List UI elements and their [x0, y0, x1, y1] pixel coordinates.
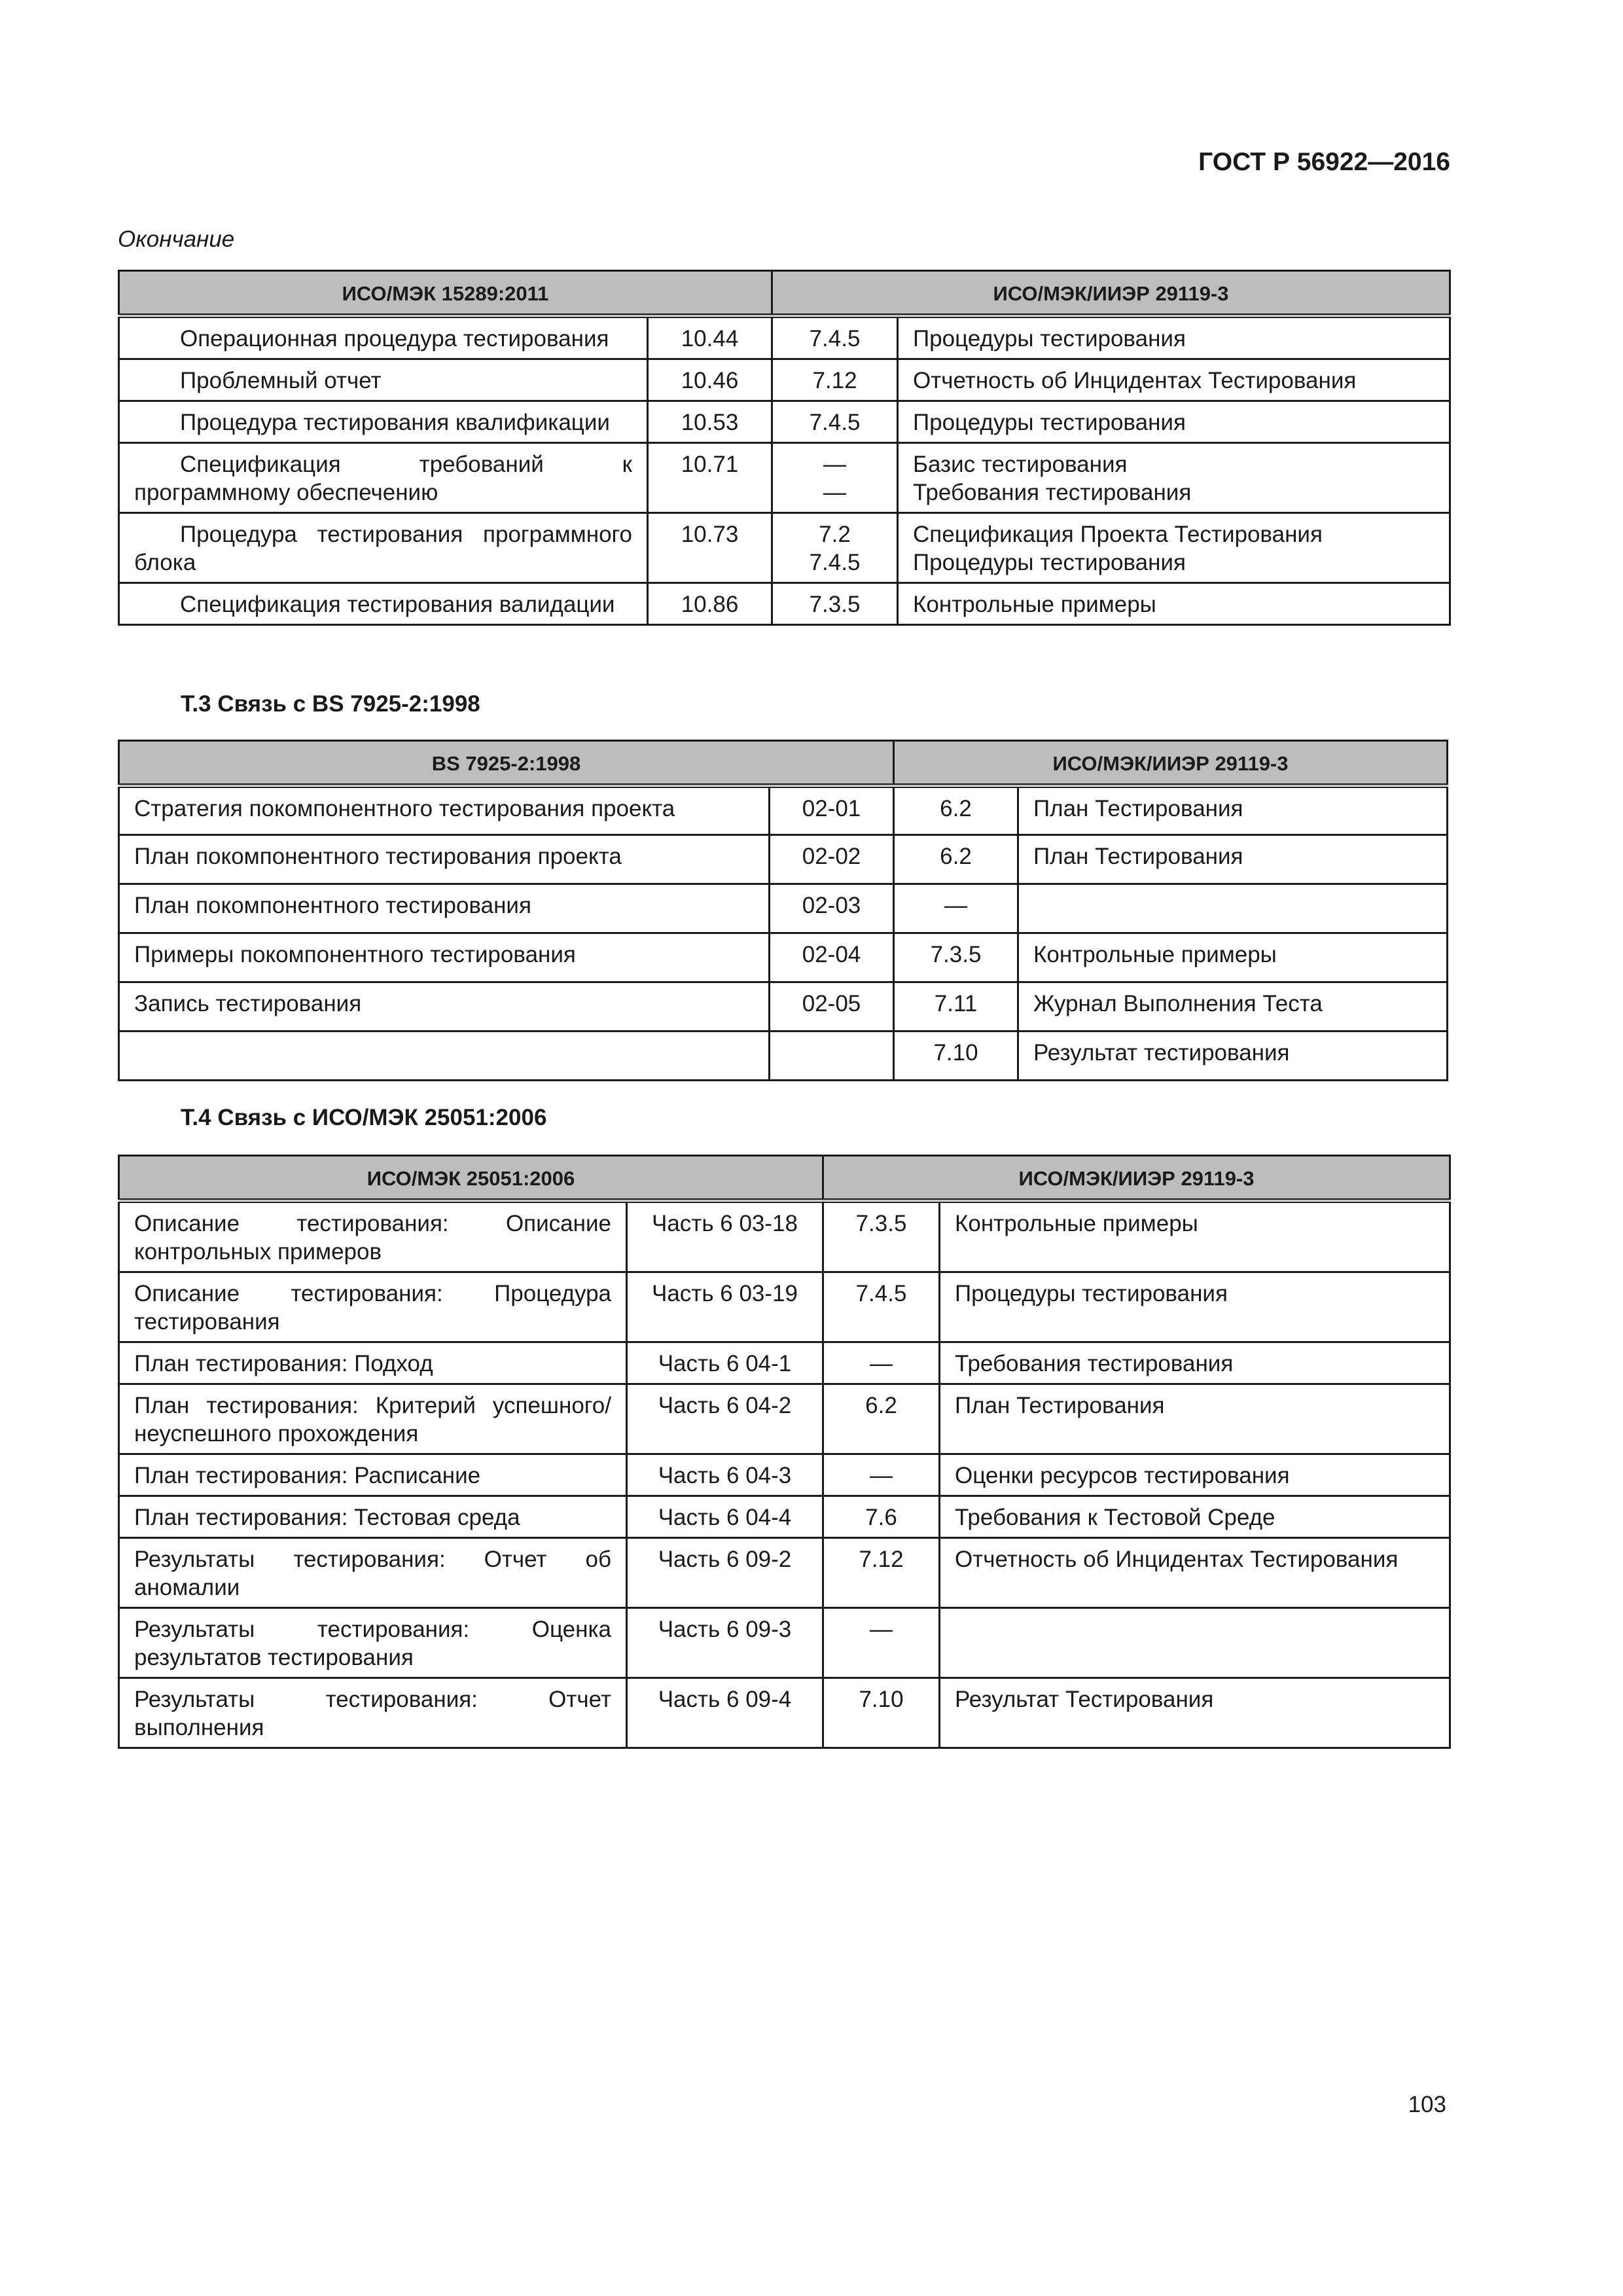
table-row — [119, 1608, 1450, 1678]
item-number-cell: 02-04 — [770, 933, 894, 982]
table-row — [119, 583, 1450, 625]
section-title-t3: Т.3 Связь с BS 7925-2:1998 — [181, 691, 480, 717]
clause-cell-line: — — [823, 480, 846, 505]
clause-title-cell-line: Процедуры тестирования — [913, 326, 1186, 351]
item-number-cell: 02-03 — [770, 884, 894, 933]
clause-cell: 7.4.5 — [823, 1272, 940, 1342]
item-number-cell: 10.44 — [648, 316, 772, 359]
clause-title-cell-line: Базис тестирования — [913, 452, 1128, 477]
table-row — [119, 1496, 1450, 1538]
item-number-cell: Часть 6 04-2 — [627, 1384, 823, 1454]
document-name-cell: Процедура тестирования программного блока — [119, 513, 648, 583]
clause-title-cell: Требования тестирования — [940, 1342, 1450, 1384]
clause-cell-line: 7.4.5 — [809, 550, 861, 575]
document-name-cell: Описание тестирования: Процедура тестирования — [119, 1272, 627, 1342]
column-header-right: ИСО/МЭК/ИИЭР 29119-3 — [823, 1156, 1450, 1201]
document-name-cell: Результаты тестирования: Отчет об аномалии — [119, 1538, 627, 1608]
clause-cell: 6.2 — [823, 1384, 940, 1454]
document-name-cell: Процедура тестирования квалификации — [119, 401, 648, 443]
table-row — [119, 513, 1450, 583]
document-name-cell — [119, 1031, 770, 1081]
document-name-cell: Результаты тестирования: Оценка результатов тестирования — [119, 1608, 627, 1678]
item-number-cell — [770, 1031, 894, 1081]
document-name-cell: Спецификация тестирования валидации — [119, 583, 648, 625]
document-name-cell: План тестирования: Расписание — [119, 1454, 627, 1496]
table-row — [119, 1538, 1450, 1608]
clause-title-cell — [898, 513, 1450, 583]
clause-title-cell — [898, 443, 1450, 513]
clause-title-cell — [940, 1608, 1450, 1678]
clause-title-cell-line: Контрольные примеры — [913, 592, 1156, 617]
item-number-cell: 10.86 — [648, 583, 772, 625]
document-name-cell: План покомпонентного тестирования проекта — [119, 835, 770, 884]
document-name-cell: Запись тестирования — [119, 982, 770, 1031]
clause-cell — [772, 401, 898, 443]
document-name-cell: План покомпонентного тестирования — [119, 884, 770, 933]
item-number-cell: 10.73 — [648, 513, 772, 583]
clause-cell — [772, 513, 898, 583]
item-number-cell: 10.53 — [648, 401, 772, 443]
table-row — [119, 1342, 1450, 1384]
item-number-cell: 10.71 — [648, 443, 772, 513]
document-name-cell: План тестирования: Тестовая среда — [119, 1496, 627, 1538]
table-row — [119, 884, 1448, 933]
document-name-cell: План тестирования: Подход — [119, 1342, 627, 1384]
clause-title-cell-line: Процедуры тестирования — [913, 550, 1186, 575]
document-name-cell: Проблемный отчет — [119, 359, 648, 401]
clause-cell — [772, 583, 898, 625]
clause-cell-line: — — [823, 452, 846, 477]
clause-cell: — — [894, 884, 1018, 933]
clause-cell-line: 7.4.5 — [809, 326, 861, 351]
document-name-cell: Спецификация требований к программному обеспечению — [119, 443, 648, 513]
clause-title-cell — [898, 583, 1450, 625]
clause-title-cell: Результат Тестирования — [940, 1678, 1450, 1748]
table-header-row — [119, 1156, 1450, 1201]
clause-title-cell: Контрольные примеры — [940, 1201, 1450, 1272]
table-row — [119, 1272, 1450, 1342]
table-row — [119, 359, 1450, 401]
item-number-cell: 02-01 — [770, 786, 894, 835]
item-number-cell: 02-02 — [770, 835, 894, 884]
table-header-row — [119, 741, 1448, 786]
column-header-left: BS 7925-2:1998 — [119, 741, 894, 786]
clause-title-cell: План Тестирования — [1018, 835, 1448, 884]
mapping-table-15289 — [118, 270, 1451, 626]
document-code: ГОСТ Р 56922—2016 — [1198, 148, 1450, 176]
clause-cell: — — [823, 1342, 940, 1384]
document-name-cell: План тестирования: Критерий успешного/неуспешного прохождения — [119, 1384, 627, 1454]
mapping-table-25051 — [118, 1155, 1451, 1749]
document-name-cell: Результаты тестирования: Отчет выполнения — [119, 1678, 627, 1748]
clause-title-cell — [898, 359, 1450, 401]
table-row — [119, 316, 1450, 359]
clause-title-cell: Контрольные примеры — [1018, 933, 1448, 982]
clause-title-cell — [1018, 884, 1448, 933]
clause-cell-line: 7.4.5 — [809, 410, 861, 435]
clause-title-cell: Отчетность об Инцидентах Тестирования — [940, 1538, 1450, 1608]
clause-cell: 7.3.5 — [823, 1201, 940, 1272]
document-name-cell: Примеры покомпонентного тестирования — [119, 933, 770, 982]
section-title-t4: Т.4 Связь с ИСО/МЭК 25051:2006 — [181, 1105, 547, 1130]
clause-cell — [772, 443, 898, 513]
column-header-left: ИСО/МЭК 25051:2006 — [119, 1156, 823, 1201]
clause-title-cell: План Тестирования — [1018, 786, 1448, 835]
table-row — [119, 835, 1448, 884]
clause-title-cell — [898, 401, 1450, 443]
table-row — [119, 1384, 1450, 1454]
document-name-cell: Операционная процедура тестирования — [119, 316, 648, 359]
mapping-table-bs7925 — [118, 740, 1448, 1081]
item-number-cell: Часть 6 09-4 — [627, 1678, 823, 1748]
table-row — [119, 1201, 1450, 1272]
table-row — [119, 933, 1448, 982]
column-header-right: ИСО/МЭК/ИИЭР 29119-3 — [772, 271, 1450, 316]
clause-title-cell-line: Процедуры тестирования — [913, 410, 1186, 435]
clause-cell: — — [823, 1608, 940, 1678]
clause-title-cell-line: Требования тестирования — [913, 480, 1192, 505]
clause-cell: 7.10 — [823, 1678, 940, 1748]
clause-cell-line: 7.12 — [812, 368, 857, 393]
column-header-left: ИСО/МЭК 15289:2011 — [119, 271, 772, 316]
document-name-cell: Стратегия покомпонентного тестирования проекта — [119, 786, 770, 835]
clause-title-cell: План Тестирования — [940, 1384, 1450, 1454]
clause-cell: 7.12 — [823, 1538, 940, 1608]
table-row — [119, 1454, 1450, 1496]
clause-cell: 6.2 — [894, 835, 1018, 884]
item-number-cell: Часть 6 09-3 — [627, 1608, 823, 1678]
item-number-cell: Часть 6 04-3 — [627, 1454, 823, 1496]
item-number-cell: Часть 6 04-4 — [627, 1496, 823, 1538]
table-row — [119, 982, 1448, 1031]
clause-cell: 7.11 — [894, 982, 1018, 1031]
clause-cell: 7.10 — [894, 1031, 1018, 1081]
clause-cell-line: 7.3.5 — [809, 592, 861, 617]
item-number-cell: 10.46 — [648, 359, 772, 401]
clause-title-cell: Процедуры тестирования — [940, 1272, 1450, 1342]
clause-title-cell — [898, 316, 1450, 359]
document-name-cell: Описание тестирования: Описание контрольных примеров — [119, 1201, 627, 1272]
clause-title-cell: Результат тестирования — [1018, 1031, 1448, 1081]
table-continuation-caption: Окончание — [118, 226, 235, 252]
clause-cell-line: 7.2 — [819, 522, 851, 547]
item-number-cell: Часть 6 09-2 — [627, 1538, 823, 1608]
clause-title-cell: Требования к Тестовой Среде — [940, 1496, 1450, 1538]
clause-title-cell-line: Спецификация Проекта Тестирования — [913, 522, 1323, 547]
clause-cell — [772, 316, 898, 359]
clause-cell — [772, 359, 898, 401]
clause-cell: — — [823, 1454, 940, 1496]
item-number-cell: 02-05 — [770, 982, 894, 1031]
clause-title-cell: Оценки ресурсов тестирования — [940, 1454, 1450, 1496]
clause-cell: 6.2 — [894, 786, 1018, 835]
item-number-cell: Часть 6 04-1 — [627, 1342, 823, 1384]
table-row — [119, 443, 1450, 513]
clause-title-cell-line: Отчетность об Инцидентах Тестирования — [913, 368, 1357, 393]
clause-cell: 7.3.5 — [894, 933, 1018, 982]
page-number: 103 — [1408, 2092, 1446, 2117]
table-row — [119, 1678, 1450, 1748]
table-row — [119, 1031, 1448, 1081]
item-number-cell: Часть 6 03-19 — [627, 1272, 823, 1342]
table-row — [119, 401, 1450, 443]
table-row — [119, 786, 1448, 835]
clause-title-cell: Журнал Выполнения Теста — [1018, 982, 1448, 1031]
column-header-right: ИСО/МЭК/ИИЭР 29119-3 — [894, 741, 1448, 786]
item-number-cell: Часть 6 03-18 — [627, 1201, 823, 1272]
clause-cell: 7.6 — [823, 1496, 940, 1538]
table-header-row — [119, 271, 1450, 316]
